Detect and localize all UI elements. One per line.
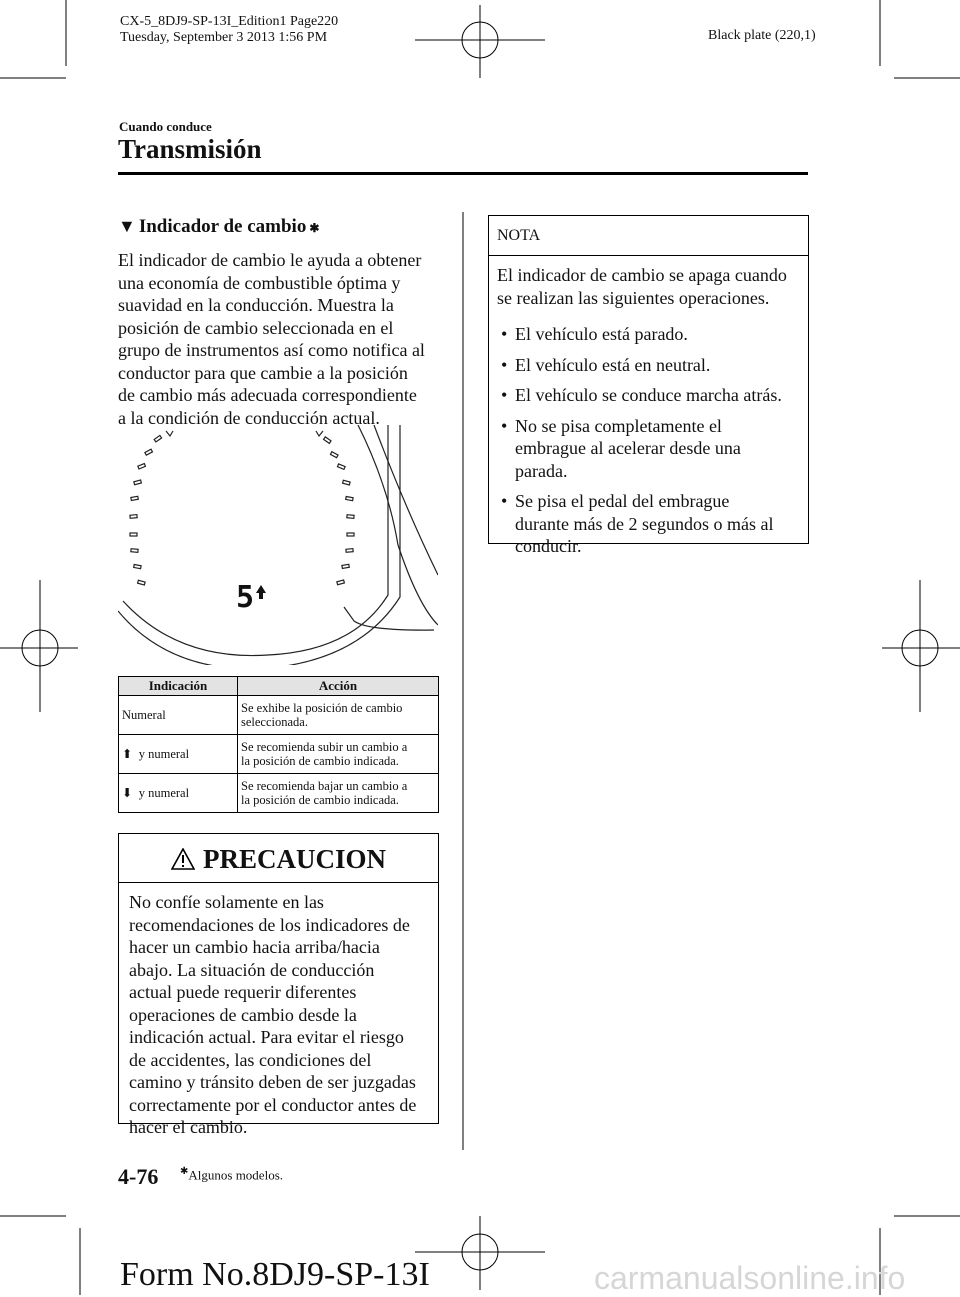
cell-text: y numeral bbox=[138, 747, 190, 761]
down-arrow-icon: ⬇ bbox=[122, 786, 133, 800]
caution-line: No confíe solamente en las bbox=[129, 892, 324, 912]
caution-title-text: PRECAUCION bbox=[202, 843, 386, 874]
indicator-heading-text: Indicador de cambio bbox=[138, 216, 307, 237]
list-item: • El vehículo se conduce marcha atrás. bbox=[501, 385, 782, 405]
plate-label: Black plate (220,1) bbox=[708, 28, 816, 43]
caution-line: operaciones de cambio desde la bbox=[129, 1004, 357, 1025]
cell-text: y numeral bbox=[138, 786, 190, 800]
caution-title bbox=[119, 836, 438, 882]
cell-line: la posición de cambio indicada. bbox=[241, 793, 399, 807]
table-cell: Numeral bbox=[119, 696, 238, 735]
nota-intro-line: El indicador de cambio se apaga cuando bbox=[497, 265, 787, 285]
caution-line: camino y tránsito deben de ser juzgadas bbox=[129, 1072, 416, 1092]
watermark: carmanualsonline.info bbox=[594, 1260, 906, 1296]
list-item: • Se pisa el pedal del embrague durante más de 2 segundos o más al conducir. bbox=[501, 491, 774, 556]
caution-line: correctamente por el conductor antes de bbox=[129, 1094, 417, 1115]
table-cell bbox=[119, 735, 238, 774]
indicator-heading bbox=[118, 216, 319, 238]
cell-line: seleccionada. bbox=[241, 715, 308, 729]
paragraph-line: El indicador de cambio le ayuda a obtener bbox=[118, 250, 422, 270]
caution-box bbox=[118, 833, 439, 1137]
bullet-icon: • bbox=[501, 415, 508, 436]
list-item: • El vehículo está en neutral. bbox=[501, 354, 711, 375]
gauge-gear-number: 5 bbox=[236, 580, 255, 615]
table-cell bbox=[238, 735, 439, 774]
table-row bbox=[119, 696, 439, 735]
nota-list bbox=[489, 323, 808, 558]
bullet-icon: • bbox=[501, 385, 508, 405]
table-header: Indicación bbox=[119, 677, 238, 696]
caution-text bbox=[119, 883, 438, 1139]
caution-line: abajo. La situación de conducción bbox=[129, 959, 375, 980]
asterisk-icon: ✱ bbox=[309, 221, 320, 235]
paragraph-line: de cambio más adecuada correspondiente bbox=[118, 385, 417, 405]
file-date: Tuesday, September 3 2013 1:56 PM bbox=[120, 30, 328, 45]
nota-box bbox=[488, 215, 809, 556]
cell-line: Se recomienda bajar un cambio a bbox=[241, 779, 408, 793]
nota-intro-line: se realizan las siguientes operaciones. bbox=[497, 287, 770, 308]
cell-line: Se recomienda subir un cambio a bbox=[241, 740, 408, 754]
table-row bbox=[119, 774, 439, 813]
list-item: • El vehículo está parado. bbox=[501, 324, 688, 344]
caution-line: hacer el cambio. bbox=[129, 1117, 248, 1137]
triangle-icon: ▼ bbox=[118, 216, 136, 236]
cell-line: la posición de cambio indicada. bbox=[241, 754, 399, 768]
caution-line: indicación actual. Para evitar el riesgo bbox=[129, 1027, 404, 1047]
footnote-text: Algunos modelos. bbox=[188, 1167, 284, 1183]
table-header: Acción bbox=[238, 677, 439, 696]
bullet-icon: • bbox=[501, 354, 508, 375]
nota-title: NOTA bbox=[497, 226, 541, 244]
indicator-paragraph bbox=[118, 249, 448, 429]
paragraph-line: una economía de combustible óptima y bbox=[118, 272, 401, 293]
file-info bbox=[120, 14, 338, 46]
section-small-title: Cuando conduce bbox=[119, 119, 212, 134]
indicator-table bbox=[118, 676, 439, 813]
paragraph-line: posición de cambio seleccionada en el bbox=[118, 317, 394, 338]
file-name: CX-5_8DJ9-SP-13I_Edition1 Page220 bbox=[120, 14, 339, 29]
paragraph-line: grupo de instrumentos así como notifica al bbox=[118, 340, 425, 360]
nota-intro bbox=[489, 256, 808, 317]
table-cell bbox=[119, 774, 238, 813]
caution-line: actual puede requerir diferentes bbox=[129, 982, 357, 1002]
footnote bbox=[180, 1166, 283, 1183]
bullet-icon: • bbox=[501, 491, 508, 511]
cell-line: Se exhibe la posición de cambio bbox=[241, 701, 403, 715]
paragraph-line: conductor para que cambie a la posición bbox=[118, 362, 408, 383]
paragraph-line: a la condición de conducción actual. bbox=[118, 407, 380, 428]
list-item: • No se pisa completamente el embrague al acelerar desde una parada. bbox=[501, 415, 741, 481]
table-row bbox=[119, 735, 439, 774]
caution-line: hacer un cambio hacia arriba/hacia bbox=[129, 937, 380, 957]
table-cell bbox=[238, 696, 439, 735]
page-number: 4-76 bbox=[118, 1164, 159, 1189]
section-title: Transmisión bbox=[118, 134, 262, 164]
caution-line: recomendaciones de los indicadores de bbox=[129, 914, 410, 935]
up-arrow-icon bbox=[256, 585, 266, 599]
up-arrow-icon: ⬆ bbox=[122, 747, 133, 761]
gauge-ticks bbox=[130, 435, 354, 585]
form-number: Form No.8DJ9-SP-13I bbox=[120, 1256, 430, 1293]
caution-line: de accidentes, las condiciones del bbox=[129, 1049, 372, 1070]
table-cell bbox=[238, 774, 439, 813]
asterisk-icon: ✱ bbox=[180, 1166, 189, 1177]
paragraph-line: suavidad en la conducción. Muestra la bbox=[118, 295, 394, 315]
gauge-illustration bbox=[118, 425, 438, 665]
section-rule bbox=[118, 172, 808, 175]
bullet-icon: • bbox=[501, 324, 508, 344]
warning-icon bbox=[171, 848, 195, 870]
